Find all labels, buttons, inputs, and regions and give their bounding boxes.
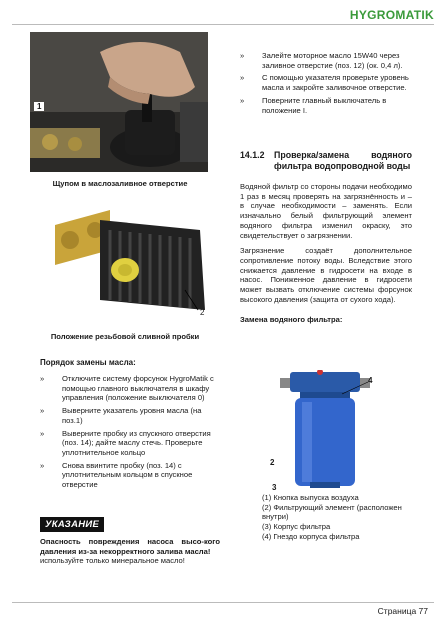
filter-callout-2: 2 bbox=[270, 458, 275, 467]
list-item-text: Снова ввинтите пробку (поз. 14) с уплотнительным кольцом в спускное отверстие bbox=[62, 460, 193, 490]
warning-section bbox=[40, 514, 220, 566]
pump-photo bbox=[40, 200, 220, 325]
filter-callout-4: 4 bbox=[368, 376, 373, 385]
oil-filler-photo bbox=[30, 32, 208, 172]
list-item-text: Выверните пробку из спускного отверстия (поз. 14); дайте маслу стечь. Проверьте уплотнительное кольцо bbox=[62, 428, 211, 458]
bullet-marker: » bbox=[240, 95, 245, 105]
section-heading bbox=[240, 150, 412, 172]
replace-filter-heading: Замена водяного фильтра: bbox=[240, 314, 343, 324]
right-steps-list bbox=[240, 51, 412, 115]
list-item-text: Выверните указатель уровня масла (на поз.1) bbox=[62, 406, 202, 425]
filter-callout-3: 3 bbox=[272, 483, 277, 492]
list-item bbox=[240, 96, 412, 115]
oil-change-section bbox=[40, 358, 220, 493]
list-item bbox=[40, 461, 220, 490]
filter-paragraph-2: Загрязнение создаёт дополнительное сопротивление потоку воды. Вследствие этого снижается давление в гидросети на входе в насос. Пониженное давление в гидросети может вызвать отключение системы форсунок высокого давления (защита от сухого хода). bbox=[240, 246, 412, 304]
section-number: 14.1.2 bbox=[240, 150, 265, 160]
bullet-marker: » bbox=[40, 428, 45, 438]
section-14-1-2 bbox=[240, 150, 412, 324]
page-number: Страница 77 bbox=[377, 606, 428, 616]
list-item bbox=[240, 73, 412, 92]
bullet-marker: » bbox=[240, 73, 245, 83]
legend-item: (2) Фильтрующий элемент (расположен внутри) bbox=[262, 502, 402, 522]
list-item-text: Отключите систему форсунок HygroMatik с помощью главного выключателя в шкафу управления (положение выключателя 0) bbox=[62, 374, 214, 403]
legend-item: (4) Гнездо корпуса фильтра bbox=[262, 531, 360, 541]
header-divider bbox=[12, 24, 434, 25]
photo1-callout: 1 bbox=[34, 102, 44, 111]
photo2-callout: 2 bbox=[200, 308, 205, 317]
photo1-caption: Щупом в маслозаливное отверстие bbox=[52, 179, 188, 188]
photo2-caption: Положение резьбовой сливной пробки bbox=[50, 332, 200, 341]
bullet-marker: » bbox=[240, 51, 245, 60]
oil-change-heading: Порядок замены масла: bbox=[40, 358, 136, 367]
list-item bbox=[40, 374, 220, 403]
list-item-text: Залейте моторное масло 15W40 через заливное отверстие (поз. 12) (ок. 0,4 л). bbox=[262, 51, 403, 70]
warning-note: используйте только минеральное масло! bbox=[40, 556, 185, 566]
footer-divider bbox=[12, 602, 434, 603]
list-item bbox=[40, 429, 220, 458]
list-item bbox=[40, 406, 220, 425]
list-item bbox=[240, 51, 412, 70]
right-steps bbox=[240, 51, 412, 118]
hygromatik-logo: HYGROMATIK bbox=[349, 8, 434, 22]
section-title: Проверка/замена водяного фильтра водопроводной воды bbox=[274, 150, 412, 171]
warning-text: Опасность повреждения насоса высо-кого давления из-за некорректного залива масла! bbox=[40, 537, 220, 556]
filter-legend bbox=[262, 493, 412, 542]
legend-item: (1) Кнопка выпуска воздуха bbox=[262, 493, 359, 502]
bullet-marker: » bbox=[40, 460, 45, 470]
filter-paragraph-1: Водяной фильтр со стороны подачи необходимо 1 раз в месяц проверять на загрязнённость и – в случае необходимости – заменять. Если изначально белый фильтрующий элемент водяного фильтра изменил окраску, это свидетельствует о загрязнении. bbox=[240, 181, 412, 240]
filter-leader-4 bbox=[340, 380, 370, 400]
legend-item: (3) Корпус фильтра bbox=[262, 522, 331, 532]
warning-label: УКАЗАНИЕ bbox=[40, 517, 104, 532]
list-item-text: Поверните главный выключатель в положение I. bbox=[262, 95, 387, 115]
list-item-text: С помощью указателя проверьте уровень масла и закройте заливочное отверстие. bbox=[262, 73, 409, 93]
bullet-marker: » bbox=[40, 374, 45, 383]
bullet-marker: » bbox=[40, 406, 45, 416]
oil-steps-list bbox=[40, 374, 220, 490]
